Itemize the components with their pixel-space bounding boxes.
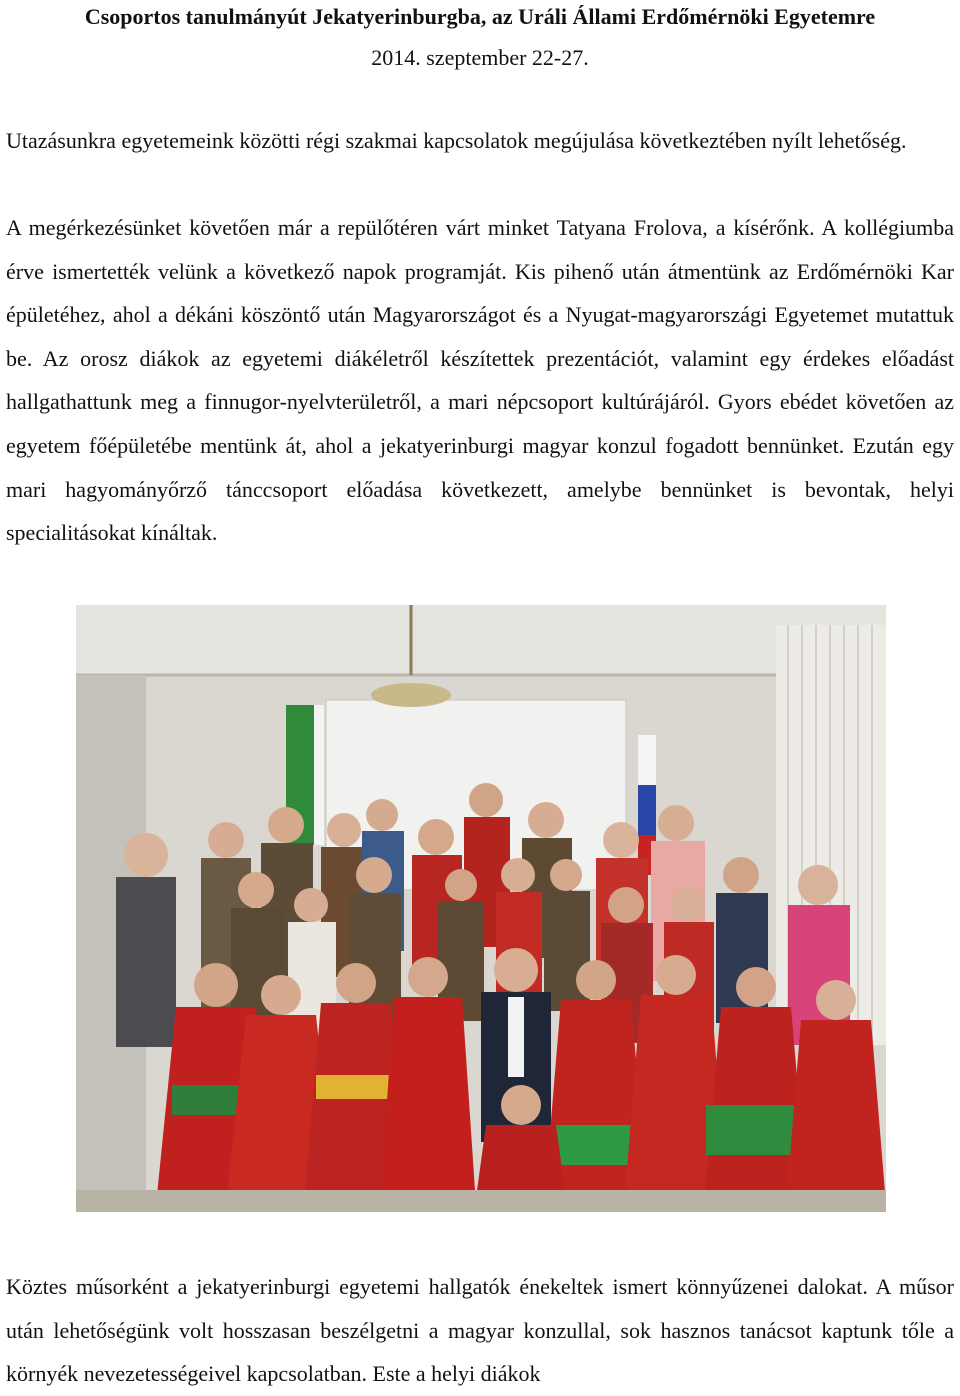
document-title: Csoportos tanulmányút Jekatyerinburgba, az Uráli Állami Erdőmérnöki Egyetemre <box>84 4 876 29</box>
paragraph-1: Utazásunkra egyetemeink közötti régi szakmai kapcsolatok megújulása következtében nyílt lehetőség. <box>6 128 907 153</box>
group-photo <box>76 605 886 1212</box>
document-date: 2014. szeptember 22-27. <box>371 45 589 70</box>
paragraph-3: Köztes műsorként a jekatyerinburgi egyetemi hallgatók énekeltek ismert könnyűzenei dalokat. A műsor után lehetőségünk volt hosszasan beszélgetni a magyar konzullal, sok hasznos tanácsot kaptunk tőle a környék nevezetességeivel kapcsolatban. Este a helyi diákok <box>6 1274 954 1387</box>
group-photo-illustration <box>76 605 886 1212</box>
paragraph-2: A megérkezésünket követően már a repülőtéren várt minket Tatyana Frolova, a kísérőnk. A kollégiumba érve ismertették velünk a következő napok programját. Kis pihenő után átmentünk az Erdőmérnöki Kar épületéhez, ahol a dékáni köszöntő után Magyarországot és a Nyugat-magyarországi Egyetemet mutattuk be. Az orosz diákok az egyetemi diákéletről készítettek prezentációt, valamint egy érdekes előadást hallgathattunk meg a finnugor-nyelvterületről, a mari népcsoport kultúrájáról. Gyors ebédet követően az egyetem főépületébe mentünk át, ahol a jekatyerinburgi magyar konzul fogadott bennünket. Ezután egy mari hagyományőrző tánccsoport előadása következett, amelybe bennünket is bevontak, helyi specialitásokat kínáltak. <box>6 215 954 546</box>
